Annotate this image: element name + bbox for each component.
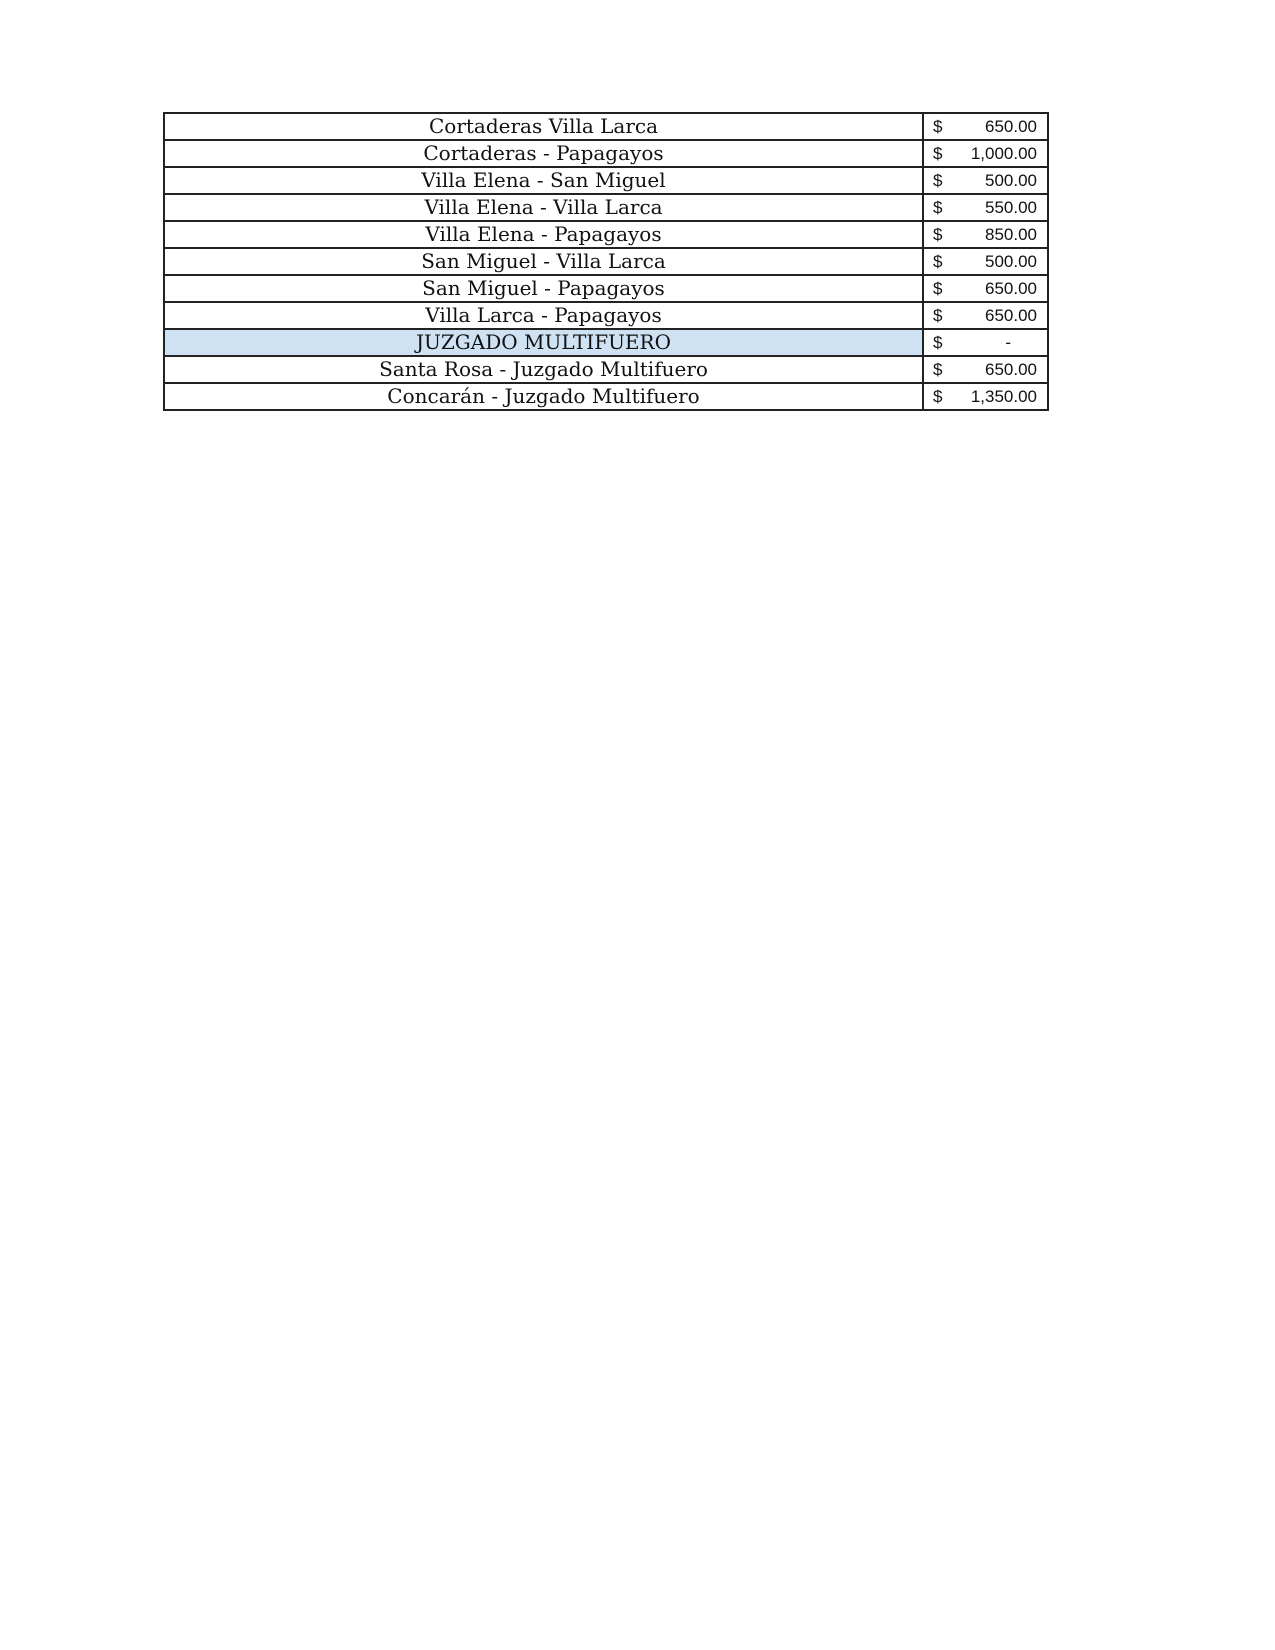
- price-cell: [923, 140, 1048, 167]
- table-row: [164, 221, 1048, 248]
- price-amount: 500.00: [985, 252, 1037, 271]
- currency-symbol: $: [933, 144, 943, 163]
- currency-symbol: $: [933, 117, 943, 136]
- table-row: [164, 140, 1048, 167]
- table-row: [164, 167, 1048, 194]
- route-cell: Villa Elena - Villa Larca: [164, 194, 923, 221]
- price-cell: [923, 113, 1048, 140]
- price-amount: 500.00: [985, 171, 1037, 190]
- table-row: [164, 248, 1048, 275]
- route-cell: Cortaderas Villa Larca: [164, 113, 923, 140]
- table-row: [164, 113, 1048, 140]
- route-cell: San Miguel - Villa Larca: [164, 248, 923, 275]
- route-cell: Concarán - Juzgado Multifuero: [164, 383, 923, 410]
- currency-symbol: $: [933, 279, 943, 298]
- currency-symbol: $: [933, 198, 943, 217]
- price-amount: 650.00: [985, 306, 1037, 325]
- price-amount: 650.00: [985, 117, 1037, 136]
- table-row-section-header: [164, 329, 1048, 356]
- price-cell: [923, 275, 1048, 302]
- table-row: [164, 356, 1048, 383]
- price-table: [163, 112, 1049, 411]
- price-amount: 1,000.00: [970, 144, 1037, 163]
- price-amount: 550.00: [985, 198, 1037, 217]
- currency-symbol: $: [933, 171, 943, 190]
- table-row: [164, 275, 1048, 302]
- table-row: [164, 302, 1048, 329]
- currency-symbol: $: [933, 333, 943, 352]
- price-amount: 1,350.00: [970, 387, 1037, 406]
- price-amount: -: [1005, 333, 1011, 352]
- route-cell: Santa Rosa - Juzgado Multifuero: [164, 356, 923, 383]
- currency-symbol: $: [933, 306, 943, 325]
- price-cell: [923, 167, 1048, 194]
- currency-symbol: $: [933, 252, 943, 271]
- price-cell: [923, 383, 1048, 410]
- route-cell: Villa Elena - San Miguel: [164, 167, 923, 194]
- currency-symbol: $: [933, 360, 943, 379]
- price-amount: 850.00: [985, 225, 1037, 244]
- currency-symbol: $: [933, 225, 943, 244]
- price-amount: 650.00: [985, 279, 1037, 298]
- price-cell: [923, 194, 1048, 221]
- price-amount: 650.00: [985, 360, 1037, 379]
- price-cell: [923, 302, 1048, 329]
- route-cell: Villa Elena - Papagayos: [164, 221, 923, 248]
- table-row: [164, 194, 1048, 221]
- price-cell: [923, 356, 1048, 383]
- route-cell: San Miguel - Papagayos: [164, 275, 923, 302]
- price-cell: [923, 248, 1048, 275]
- currency-symbol: $: [933, 387, 943, 406]
- section-header-cell: JUZGADO MULTIFUERO: [164, 329, 923, 356]
- route-cell: Villa Larca - Papagayos: [164, 302, 923, 329]
- price-cell: [923, 329, 1048, 356]
- price-cell: [923, 221, 1048, 248]
- table-row: [164, 383, 1048, 410]
- route-cell: Cortaderas - Papagayos: [164, 140, 923, 167]
